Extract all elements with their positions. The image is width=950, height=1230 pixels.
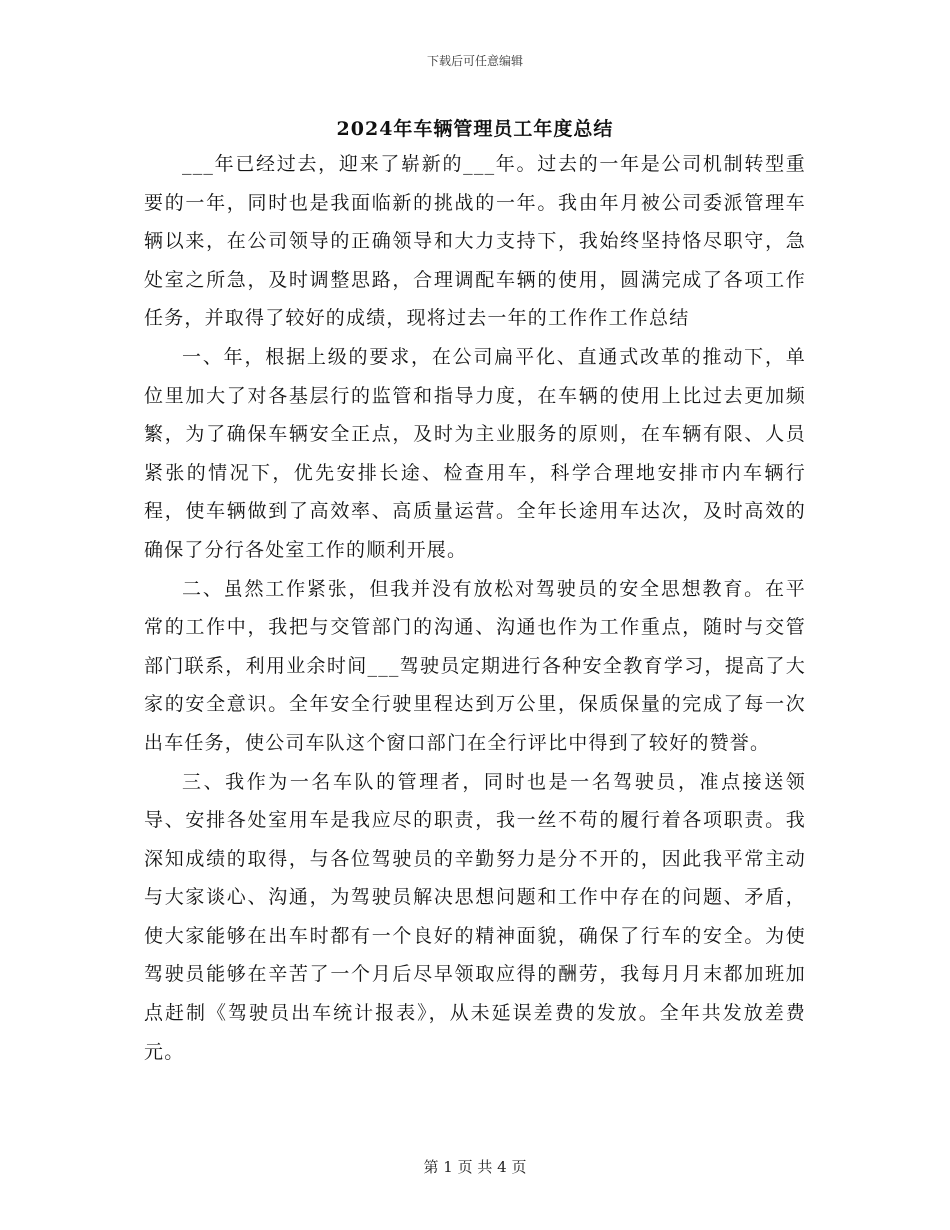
document-title: 2024年车辆管理员工年度总结 — [336, 118, 614, 140]
header-note: 下载后可任意编辑 — [426, 54, 523, 68]
paragraph-three: 三、我作为一名车队的管理者，同时也是一名驾驶员，准点接送领导、安排各处室用车是我应尽的职责，我一丝不苟的履行着各项职责。我深知成绩的取得，与各位驾驶员的辛勤努力是分不开的，因此我平常主动与大家谈心、沟通，为驾驶员解决思想问题和工作中存在的问题、矛盾，使大家能够在出车时都有一个良好的精神面貌，确保了行车的安全。为使驾驶员能够在辛苦了一个月后尽早领取应得的酬劳，我每月月末都加班加点赶制《驾驶员出车统计报表》，从未延误差费的发放。全年共发放差费元。 — [144, 770, 806, 1063]
paragraph-one: 一、年，根据上级的要求，在公司扁平化、直通式改革的推动下，单位里加大了对各基层行的监管和指导力度，在车辆的使用上比过去更加频繁，为了确保车辆安全正点，及时为主业服务的原则，在车辆有限、人员紧张的情况下，优先安排长途、检查用车，科学合理地安排市内车辆行程，使车辆做到了高效率、高质量运营。全年长途用车达次，及时高效的确保了分行各处室工作的顺利开展。 — [144, 345, 806, 561]
document-body — [144, 145, 806, 1071]
paragraph-intro: ___年已经过去，迎来了崭新的___年。过去的一年是公司机制转型重要的一年，同时也是我面临新的挑战的一年。我由年月被公司委派管理车辆以来，在公司领导的正确领导和大力支持下，我始终坚持恪尽职守，急处室之所急，及时调整思路，合理调配车辆的使用，圆满完成了各项工作任务，并取得了较好的成绩，现将过去一年的工作作工作总结 — [144, 153, 806, 330]
page-number: 第 1 页 共 4 页 — [423, 1158, 527, 1176]
paragraph-two: 二、虽然工作紧张，但我并没有放松对驾驶员的安全思想教育。在平常的工作中，我把与交管部门的沟通、沟通也作为工作重点，随时与交管部门联系，利用业余时间___驾驶员定期进行各种安全教育学习，提高了大家的安全意识。全年安全行驶里程达到万公里，保质保量的完成了每一次出车任务，使公司车队这个窗口部门在全行评比中得到了较好的赞誉。 — [144, 577, 806, 754]
